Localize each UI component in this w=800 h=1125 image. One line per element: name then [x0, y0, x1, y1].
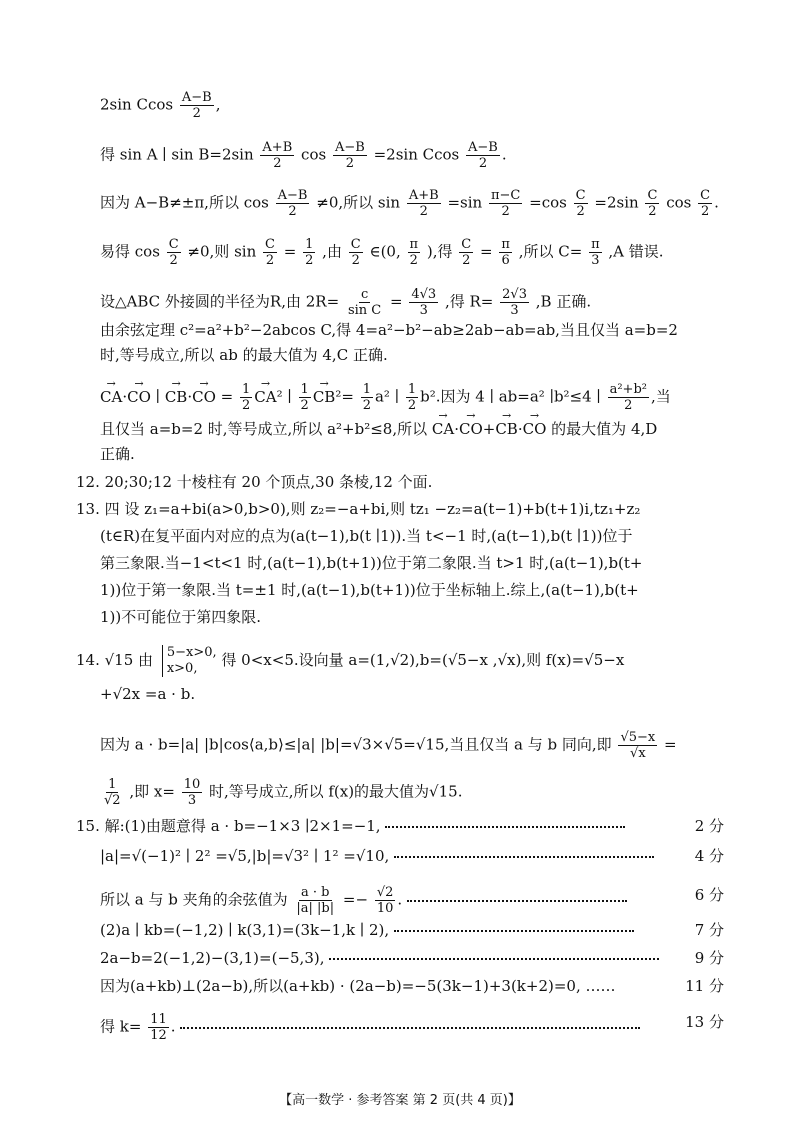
text-line: 得 k= $\frac{11}{12}$ . 13 分 — [100, 1012, 724, 1043]
text-line: 且仅当 a=b=2 时,等号成立,所以 a²+b²≤8,所以 → CA·→ CO+→ CB·→ CO 的最大值为 4,D — [100, 419, 800, 439]
text-line: 2a−b=2(−1,2)−(3,1)=(−5,3), 9 分 — [100, 949, 724, 967]
text-line: 时,等号成立,所以 ab 的最大值为 4,C 正确. — [100, 346, 388, 364]
text-line: |a|=√(−1)² ∣ 2² =√5,|b|=√3² ∣ 1² =√10, 4 分 — [100, 847, 724, 865]
text-line: +√2x =a · b. — [100, 685, 196, 703]
text-line: 由余弦定理 c²=a²+b²−2abcos C,得 4=a²−b²−ab≥2ab−ab=ab,当且仅当 a=b=2 — [100, 321, 678, 339]
text-line: 14. √15 由 5−x>0, x>0, 得 0<x<5.设向量 a=(1,√2),b=(√5−x ,√x),则 f(x)=√5−x — [76, 645, 625, 676]
text-line: 15. 解:(1)由题意得 a · b=−1×3 ∣2×1=−1, 2 分 — [76, 817, 724, 835]
page-footer: 【高一数学 · 参考答案 第 2 页(共 4 页)】 — [279, 1093, 521, 1108]
text-line: 因为(a+kb)⊥(2a−b),所以(a+kb) · (2a−b)=−5(3k−1)+3(k+2)=0, …… 11 分 — [100, 977, 724, 995]
text-line: (t∈R)在复平面内对应的点为(a(t−1),b(t ∣1)).当 t<−1 时,(a(t−1),b(t ∣1))位于 — [100, 527, 633, 545]
text-line: 正确. — [100, 445, 135, 463]
text-line: 2sin Ccos $\frac{A-B}{2}$ , — [100, 90, 221, 121]
text-line: 因为 A−B≠±π,所以 cos $\frac{A-B}{2}$ ≠0,所以 sin $\frac{A+B}{2}$ =sin $\frac{\pi-C}{2}$ =cos $\frac{C}{2}$ =2sin $\frac{C}{2}$ cos $\frac{C}{2}$ . — [100, 188, 719, 219]
text-line: 易得 cos $\frac{C}{2}$ ≠0,则 sin $\frac{C}{2}$ = $\frac{1}{2}$ ,由 $\frac{C}{2}$ ∈(0, $\frac{\pi}{2}$ ),得 $\frac{C}{2}$ = $\frac{\pi}{6}$ ,所以 C= $\frac{\pi}{3}$ ,A 错误. — [100, 237, 664, 268]
text-line: 1))位于第一象限.当 t=±1 时,(a(t−1),b(t+1))位于坐标轴上.综上,(a(t−1),b(t+ — [100, 581, 639, 599]
text-line: 因为 a · b=|a| |b|cos⟨a,b⟩≤|a| |b|=√3×√5=√15,当且仅当 a 与 b 同向,即 $\frac{√5-x}{√x}$ = — [100, 730, 677, 761]
text-line: 12. 20;30;12 十棱柱有 20 个顶点,30 条棱,12 个面. — [76, 473, 433, 491]
text-line: $\frac{1}{√2}$ ,即 x= $\frac{10}{3}$ 时,等号成立,所以 f(x)的最大值为√15. — [104, 777, 463, 808]
text-line: 13. 四 设 z₁=a+bi(a>0,b>0),则 z₂=−a+bi,则 tz₁ −z₂=a(t−1)+b(t+1)i,tz₁+z₂ — [76, 500, 641, 518]
text-line: (2)a ∣ kb=(−1,2) ∣ k(3,1)=(3k−1,k ∣ 2), 7 分 — [100, 921, 724, 939]
text-line: 1))不可能位于第四象限. — [100, 608, 262, 626]
text-line: 第三象限.当−1<t<1 时,(a(t−1),b(t+1))位于第二象限.当 t>1 时,(a(t−1),b(t+ — [100, 554, 643, 572]
text-line: 所以 a 与 b 夹角的余弦值为 $\frac{a \cdot b}{|a| |b|}$ =− $\frac{√2}{10}$ . 6 分 — [100, 885, 724, 916]
text-line: 设△ABC 外接圆的半径为R,由 2R= $\frac{c}{\text{sin C}}$ = $\frac{4√3}{3}$ ,得 R= $\frac{2√3}{3}$ ,B 正确. — [100, 287, 592, 318]
text-line: 得 sin A ∣ sin B=2sin $\frac{A+B}{2}$ cos $\frac{A-B}{2}$ =2sin Ccos $\frac{A-B}{2}$ . — [100, 140, 507, 171]
text-line: → CA·→ CO ∣ → CB·→ CO = $\frac{1}{2}$ → CA² ∣ $\frac{1}{2}$ → CB²= $\frac{1}{2}$ a² ∣ $\frac{1}{2}$ b².因为 4 ∣ ab=a² ∣b²≤4 ∣ $\frac{\text{a²+b²}}{2}$ ,当 — [100, 382, 800, 413]
